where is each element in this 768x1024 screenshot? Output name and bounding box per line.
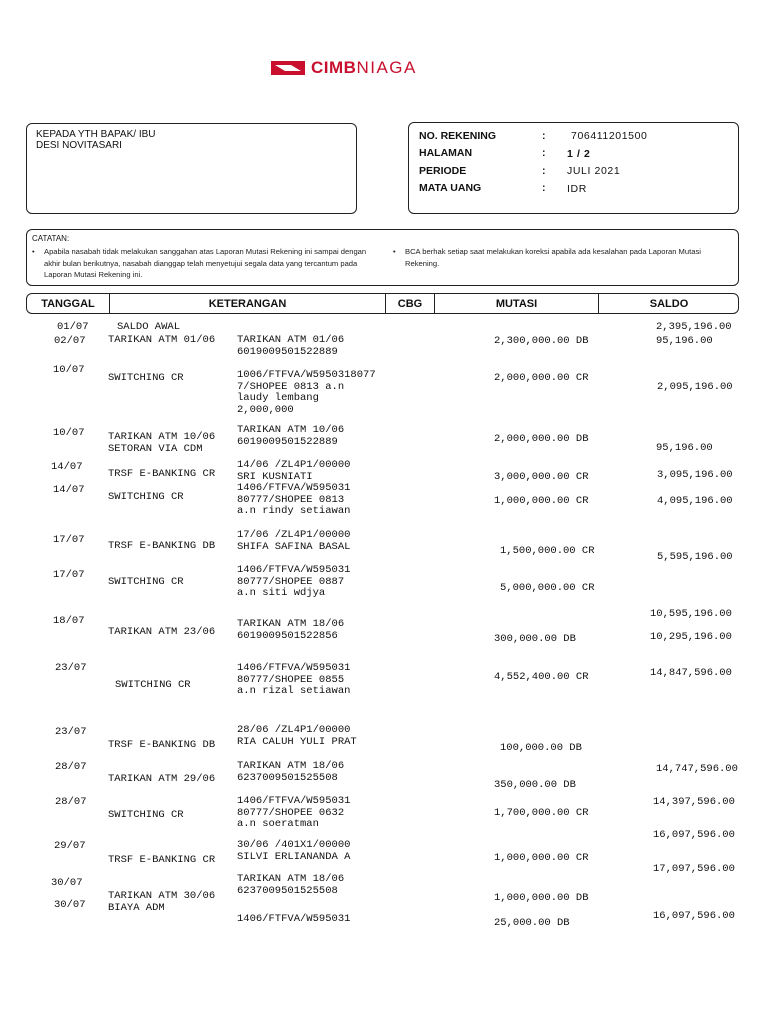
row-saldo: 95,196.00 (656, 335, 713, 347)
row-date: 23/07 (55, 662, 87, 674)
row-saldo: 14,397,596.00 (653, 796, 735, 808)
row-mutasi: 5,000,000.00 CR (500, 582, 595, 594)
row-mutasi: 100,000.00 DB (500, 742, 582, 754)
row-detail: 1406/FTFVA/W595031 (237, 913, 351, 925)
row-desc: TRSF E-BANKING DB (108, 739, 216, 751)
row-desc: SWITCHING CR (115, 679, 191, 691)
row-mutasi: 3,000,000.00 CR (494, 471, 589, 483)
row-desc: TRSF E-BANKING CR (108, 854, 216, 866)
row-saldo: 4,095,196.00 (657, 495, 733, 507)
row-desc: TARIKAN ATM 10/06 SETORAN VIA CDM (108, 431, 216, 455)
row-saldo: 2,095,196.00 (657, 381, 733, 393)
page-colon: : (542, 147, 546, 159)
row-desc: TARIKAN ATM 23/06 (108, 626, 216, 638)
row-mutasi: 350,000.00 DB (494, 779, 576, 791)
row-detail: 17/06 /ZL4P1/00000 SHIFA SAFINA BASAL (237, 529, 351, 553)
row-mutasi: 25,000.00 DB (494, 917, 570, 929)
currency-value: IDR (567, 183, 587, 195)
row-saldo: 14,747,596.00 (656, 763, 738, 775)
page-value: 1 / 2 (567, 148, 591, 160)
notes-right (393, 246, 733, 269)
row-saldo: 14,847,596.00 (650, 667, 732, 679)
row-saldo: 16,097,596.00 (653, 829, 735, 841)
row-detail: 1006/FTFVA/W5950318077 7/SHOPEE 0813 a.n laudy lembang 2,000,000 (237, 369, 376, 416)
row-date: 30/07 (54, 899, 86, 911)
row-saldo: 2,395,196.00 (656, 321, 732, 333)
row-detail: TARIKAN ATM 18/06 6019009501522856 (237, 618, 345, 642)
row-mutasi: 1,500,000.00 CR (500, 545, 595, 557)
row-desc: TARIKAN ATM 30/06 (108, 890, 216, 902)
row-date: 17/07 (53, 534, 85, 546)
page-label: HALAMAN (419, 147, 473, 159)
row-saldo: 10,595,196.00 (650, 608, 732, 620)
bullet-icon: • (393, 247, 396, 256)
period-label: PERIODE (419, 165, 467, 177)
period-value: JULI 2021 (567, 165, 621, 177)
row-saldo: 17,097,596.00 (653, 863, 735, 875)
account-info-box (408, 122, 739, 214)
row-date: 10/07 (53, 427, 85, 439)
row-saldo: 16,097,596.00 (653, 910, 735, 922)
row-detail: TARIKAN ATM 01/06 6019009501522889 (237, 334, 345, 358)
row-saldo: 5,595,196.00 (657, 551, 733, 563)
row-desc: TARIKAN ATM 01/06 (108, 334, 216, 346)
header-keterangan: KETERANGAN (208, 297, 287, 310)
currency-label: MATA UANG (419, 182, 482, 194)
row-date: 29/07 (54, 840, 86, 852)
row-mutasi: 2,300,000.00 DB (494, 335, 589, 347)
row-mutasi: 300,000.00 DB (494, 633, 576, 645)
account-number-label: NO. REKENING (419, 130, 497, 142)
row-desc: TARIKAN ATM 29/06 (108, 773, 216, 785)
account-number-colon: : (542, 130, 546, 142)
row-date: 30/07 (51, 877, 83, 889)
row-detail: TARIKAN ATM 18/06 6237009501525508 (237, 760, 345, 784)
bank-logo (271, 56, 481, 80)
row-desc: TRSF E-BANKING CR (108, 468, 216, 480)
period-colon: : (542, 165, 546, 177)
row-detail: 30/06 /401X1/00000 SILVI ERLIANANDA A (237, 839, 351, 863)
customer-name: DESI NOVITASARI (36, 140, 122, 151)
row-detail: 1406/FTFVA/W595031 80777/SHOPEE 0813 a.n rindy setiawan (237, 482, 351, 517)
row-date: 18/07 (53, 615, 85, 627)
row-date: 10/07 (53, 364, 85, 376)
row-date: 02/07 (54, 335, 86, 347)
row-date: 14/07 (51, 461, 83, 473)
row-detail: TARIKAN ATM 18/06 6237009501525508 (237, 873, 345, 897)
notes-title: CATATAN: (32, 234, 70, 243)
row-desc: SWITCHING CR (108, 372, 184, 384)
notes-left-text: Apabila nasabah tidak melakukan sanggahan atas Laporan Mutasi Rekening ini sampai dengan akhir bulan berikutnya, nasabah dianggap telah menyetujui segala data yang tercantum pada Laporan Mutasi Rekening ini. (44, 247, 367, 279)
row-detail: 1406/FTFVA/W595031 80777/SHOPEE 0855 a.n rizal setiawan (237, 662, 351, 697)
bullet-icon: • (32, 247, 35, 256)
row-desc: SALDO AWAL (117, 321, 181, 333)
row-saldo: 95,196.00 (656, 442, 713, 454)
row-detail: 1406/FTFVA/W595031 80777/SHOPEE 0632 a.n soeratman (237, 795, 351, 830)
row-date: 28/07 (55, 796, 87, 808)
header-mutasi: MUTASI (495, 297, 538, 310)
row-date: 14/07 (53, 484, 85, 496)
row-date: 01/07 (57, 321, 89, 333)
row-saldo: 10,295,196.00 (650, 631, 732, 643)
row-mutasi: 1,000,000.00 CR (494, 852, 589, 864)
row-mutasi: 2,000,000.00 CR (494, 372, 589, 384)
row-detail: 28/06 /ZL4P1/00000 RIA CALUH YULI PRAT (237, 724, 357, 748)
account-number-value: 706411201500 (571, 130, 648, 142)
notes-left (32, 246, 377, 281)
header-tanggal: TANGGAL (41, 297, 95, 310)
row-desc: BIAYA ADM (108, 902, 165, 914)
notes-right-text: BCA berhak setiap saat melakukan koreksi apabila ada kesalahan pada Laporan Mutasi Rekening. (405, 247, 701, 268)
row-date: 23/07 (55, 726, 87, 738)
row-desc: SWITCHING CR (108, 576, 184, 588)
row-detail: TARIKAN ATM 10/06 6019009501522889 (237, 424, 345, 448)
customer-greeting: KEPADA YTH BAPAK/ IBU (36, 129, 156, 140)
row-mutasi: 1,700,000.00 CR (494, 807, 589, 819)
row-mutasi: 1,000,000.00 CR (494, 495, 589, 507)
bank-name: CIMBNIAGA (311, 58, 417, 77)
customer-box (26, 123, 357, 214)
row-detail: 14/06 /ZL4P1/00000 SRI KUSNIATI (237, 459, 351, 483)
currency-colon: : (542, 182, 546, 194)
row-desc: SWITCHING CR (108, 491, 184, 503)
row-mutasi: 1,000,000.00 DB (494, 892, 589, 904)
notes-box (26, 229, 739, 286)
row-mutasi: 2,000,000.00 DB (494, 433, 589, 445)
row-date: 17/07 (53, 569, 85, 581)
row-detail: 1406/FTFVA/W595031 80777/SHOPEE 0887 a.n siti wdjya (237, 564, 351, 599)
row-saldo: 3,095,196.00 (657, 469, 733, 481)
header-saldo: SALDO (649, 297, 689, 310)
row-date: 28/07 (55, 761, 87, 773)
row-desc: TRSF E-BANKING DB (108, 540, 216, 552)
header-cbg: CBG (397, 297, 423, 310)
row-mutasi: 4,552,400.00 CR (494, 671, 589, 683)
row-desc: SWITCHING CR (108, 809, 184, 821)
cimb-logo-icon (271, 61, 305, 75)
